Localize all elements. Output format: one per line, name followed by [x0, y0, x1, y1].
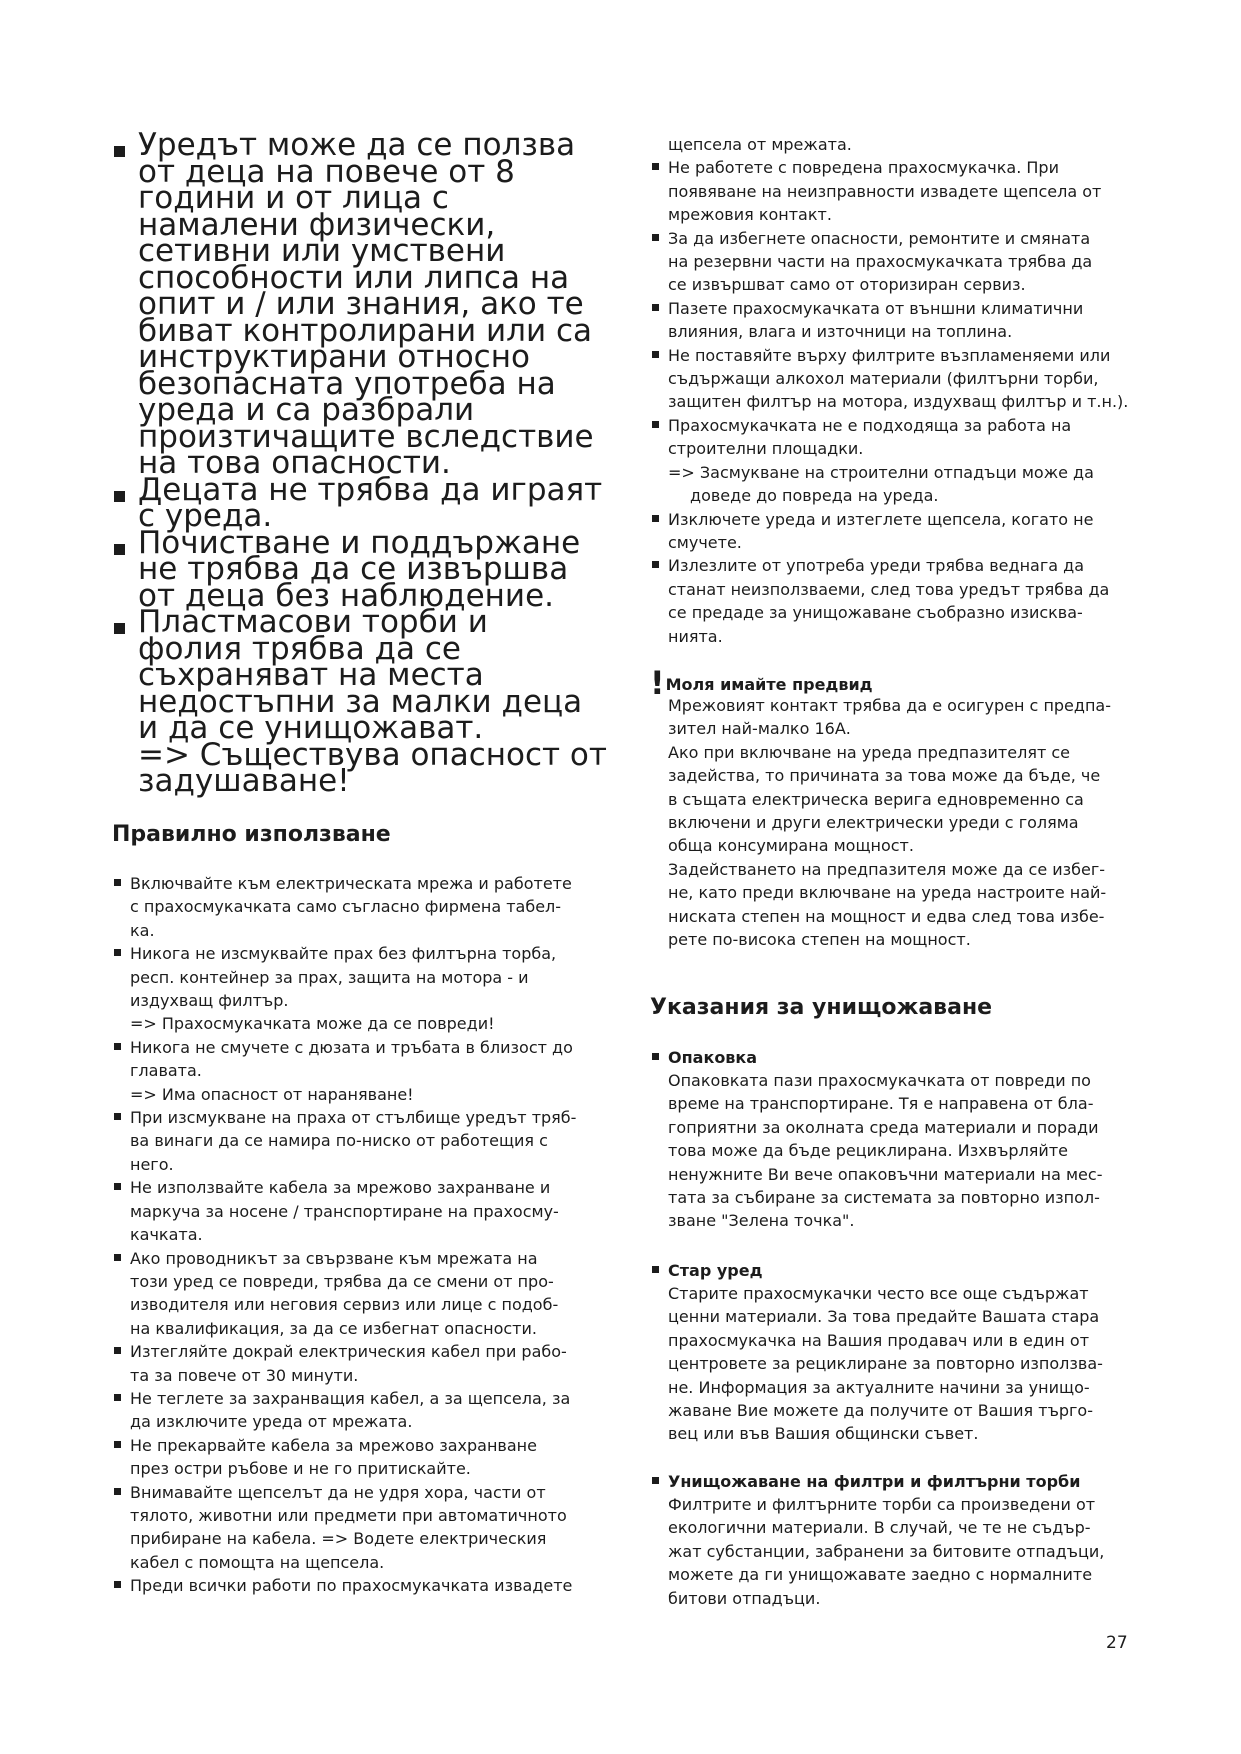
bullet-icon [652, 1477, 659, 1484]
bullet-icon [652, 421, 659, 428]
bullet-icon [652, 163, 659, 170]
list-item: Не прекарвайте кабела за мрежово захранване през остри ръбове и не го притискайте. [112, 1434, 612, 1481]
bullet-icon [652, 515, 659, 522]
continuation-text: щепсела от мрежата. [668, 135, 852, 154]
list-item: Ако проводникът за свързване към мрежата на този уред се повреди, трябва да се смени от про- изводителя или неговия сервиз или лице с подоб- на квалификация, за да се избегнат опасности. [112, 1247, 612, 1341]
subsection-body: Филтрите и филтърните торби са произведени от екологични материали. В случай, че те не съдър- жат субстанции, забранени за битовите отпадъци, можете да ги унищожавате заедно с нормалните битови отпадъци. [668, 1495, 1105, 1608]
bullet-icon [114, 1488, 121, 1495]
bullet-icon [114, 1113, 121, 1120]
list-item: За да избегнете опасности, ремонтите и смяната на резервни части на прахосмукачката трябва да се извършват само от оторизиран сервиз. [650, 227, 1138, 297]
warning-item: Децата не трябва да играят с уреда. [112, 477, 612, 530]
bullet-icon [652, 234, 659, 241]
bullet-icon [114, 879, 121, 886]
subsection-body: Старите прахосмукачки често все още съдържат ценни материали. За това предайте Вашата стара прахосмукачка на Вашия продавач или в един от центровете за рециклиране за повторно използва- не. Информация за актуалните начини за унищо- жаване Вие можете да получите от Вашия търго- вец или във Вашия общински съвет. [668, 1284, 1103, 1444]
list-item: Включвайте към електрическата мрежа и работете с прахосмукачката само съгласно фирмена табел- ка. [112, 872, 612, 942]
warning-item: Уредът може да се ползва от деца на повече от 8 години и от лица с намалени физически, сетивни или умствени способности или липса на опит и / или знания, ако те биват контролирани или са инструктирани относно безопасната употреба на уреда и са разбрали произтичащите вследствие на това опасности. [112, 132, 612, 477]
bullet-icon [114, 1183, 121, 1190]
continued-list [650, 133, 1138, 648]
bullet-icon [114, 1581, 121, 1588]
list-item: Изтегляйте докрай електрическия кабел при рабо- та за повече от 30 минути. [112, 1340, 612, 1387]
bullet-icon [114, 544, 125, 555]
bullet-icon [652, 1053, 659, 1060]
list-item: Никога не изсмуквайте прах без филтърна торба, респ. контейнер за прах, защита на мотора - и издухващ филтър. => Прахосмукачката може да се повреди! [112, 942, 612, 1036]
bullet-icon [114, 949, 121, 956]
list-item: Прахосмукачката не е подходяща за работа на строителни площадки. => Засмукване на строителни отпадъци може да доведе до повреда на уреда. [650, 414, 1138, 508]
safety-list [650, 156, 1138, 648]
list-item: Не използвайте кабела за мрежово захранване и маркуча за носене / транспортиране на прахосму- качката. [112, 1176, 612, 1246]
list-item: Преди всички работи по прахосмукачката извадете [112, 1574, 612, 1597]
subsection-body: Опаковката пази прахосмукачката от повреди по време на транспортиране. Тя е направена от бла- гоприятни за околната среда материали и поради това може да бъде рециклирана. Изхвърляйте ненужните Ви вече опаковъчни материали на мес- тата за събиране за системата за повторно изпол- зване "Зелена точка". [668, 1071, 1103, 1231]
bullet-icon [114, 1043, 121, 1050]
list-item: Не работете с повредена прахосмукачка. При появяване на неизправности извадете щепсела от мрежовия контакт. [650, 156, 1138, 226]
note-title: !Моля имайте предвид [650, 664, 873, 702]
disposal-packaging [650, 1046, 1138, 1233]
list-item: Пазете прахосмукачката от външни климатични влияния, влага и източници на топлина. [650, 297, 1138, 344]
bullet-icon [652, 351, 659, 358]
subsection-title: Опаковка [650, 1046, 1138, 1069]
list-item: Никога не смучете с дюзата и тръбата в близост до главата. => Има опасност от нараняване! [112, 1036, 612, 1106]
bullet-icon [652, 561, 659, 568]
list-item: Не теглете за захранващия кабел, а за щепсела, за да изключите уреда от мрежата. [112, 1387, 612, 1434]
warning-item: Почистване и поддържане не трябва да се извършва от деца без наблюдение. [112, 530, 612, 610]
bullet-icon [114, 1441, 121, 1448]
subsection-title: Унищожаване на филтри и филтърни торби [650, 1470, 1138, 1493]
section-heading-correct-use: Правилно използване [112, 822, 391, 847]
list-item: Не поставяйте върху филтрите възпламеняеми или съдържащи алкохол материали (филтърни торби, защитен филтър на мотора, издухващ филтър и т.н.). [650, 344, 1138, 414]
usage-rules-list [112, 872, 612, 1598]
bullet-icon [652, 1266, 659, 1273]
disposal-old-appliance [650, 1259, 1138, 1446]
page-number: 27 [1106, 1633, 1128, 1653]
section-heading-disposal: Указания за унищожаване [650, 995, 993, 1020]
list-item: Изключете уреда и изтеглете щепсела, когато не смучете. [650, 508, 1138, 555]
bullet-icon [114, 623, 125, 634]
bullet-icon [114, 491, 125, 502]
bullet-icon [114, 1254, 121, 1261]
bullet-icon [114, 1347, 121, 1354]
list-item: При изсмукване на праха от стълбище уредът тряб- ва винаги да се намира по-ниско от работещия с него. [112, 1106, 612, 1176]
subsection-title: Стар уред [650, 1259, 1138, 1282]
safety-warnings-list [112, 127, 612, 799]
disposal-filters [650, 1470, 1138, 1610]
list-item: Излезлите от употреба уреди трябва веднага да станат неизползваеми, след това уредът трябва да се предаде за унищожаване съобразно изисква- нията. [650, 554, 1138, 648]
bullet-icon [652, 304, 659, 311]
bullet-icon [114, 146, 125, 157]
list-item: Внимавайте щепселът да не удря хора, части от тялото, животни или предмети при автоматичното прибиране на кабела. => Водете електрическия кабел с помощта на щепсела. [112, 1481, 612, 1575]
exclamation-icon: ! [650, 664, 665, 702]
warning-item: Пластмасови торби и фолия трябва да се съхраняват на места недостъпни за малки деца и да се унищожават. => Съществува опасност от задушаване! [112, 609, 612, 795]
bullet-icon [114, 1394, 121, 1401]
note-body: Мрежовият контакт трябва да е осигурен с предпа- зител най-малко 16А. Ако при включване на уреда предпазителят се задейства, то причината за това може да бъде, че в същата електрическа верига едновременно са включени и други електрически уреди с голяма обща консумирана мощност. Задействането на предпазителя може да се избег- не, като преди включване на уреда настроите най- ниската степен на мощност и едва след това избе- рете по-висока степен на мощност. [668, 696, 1111, 950]
